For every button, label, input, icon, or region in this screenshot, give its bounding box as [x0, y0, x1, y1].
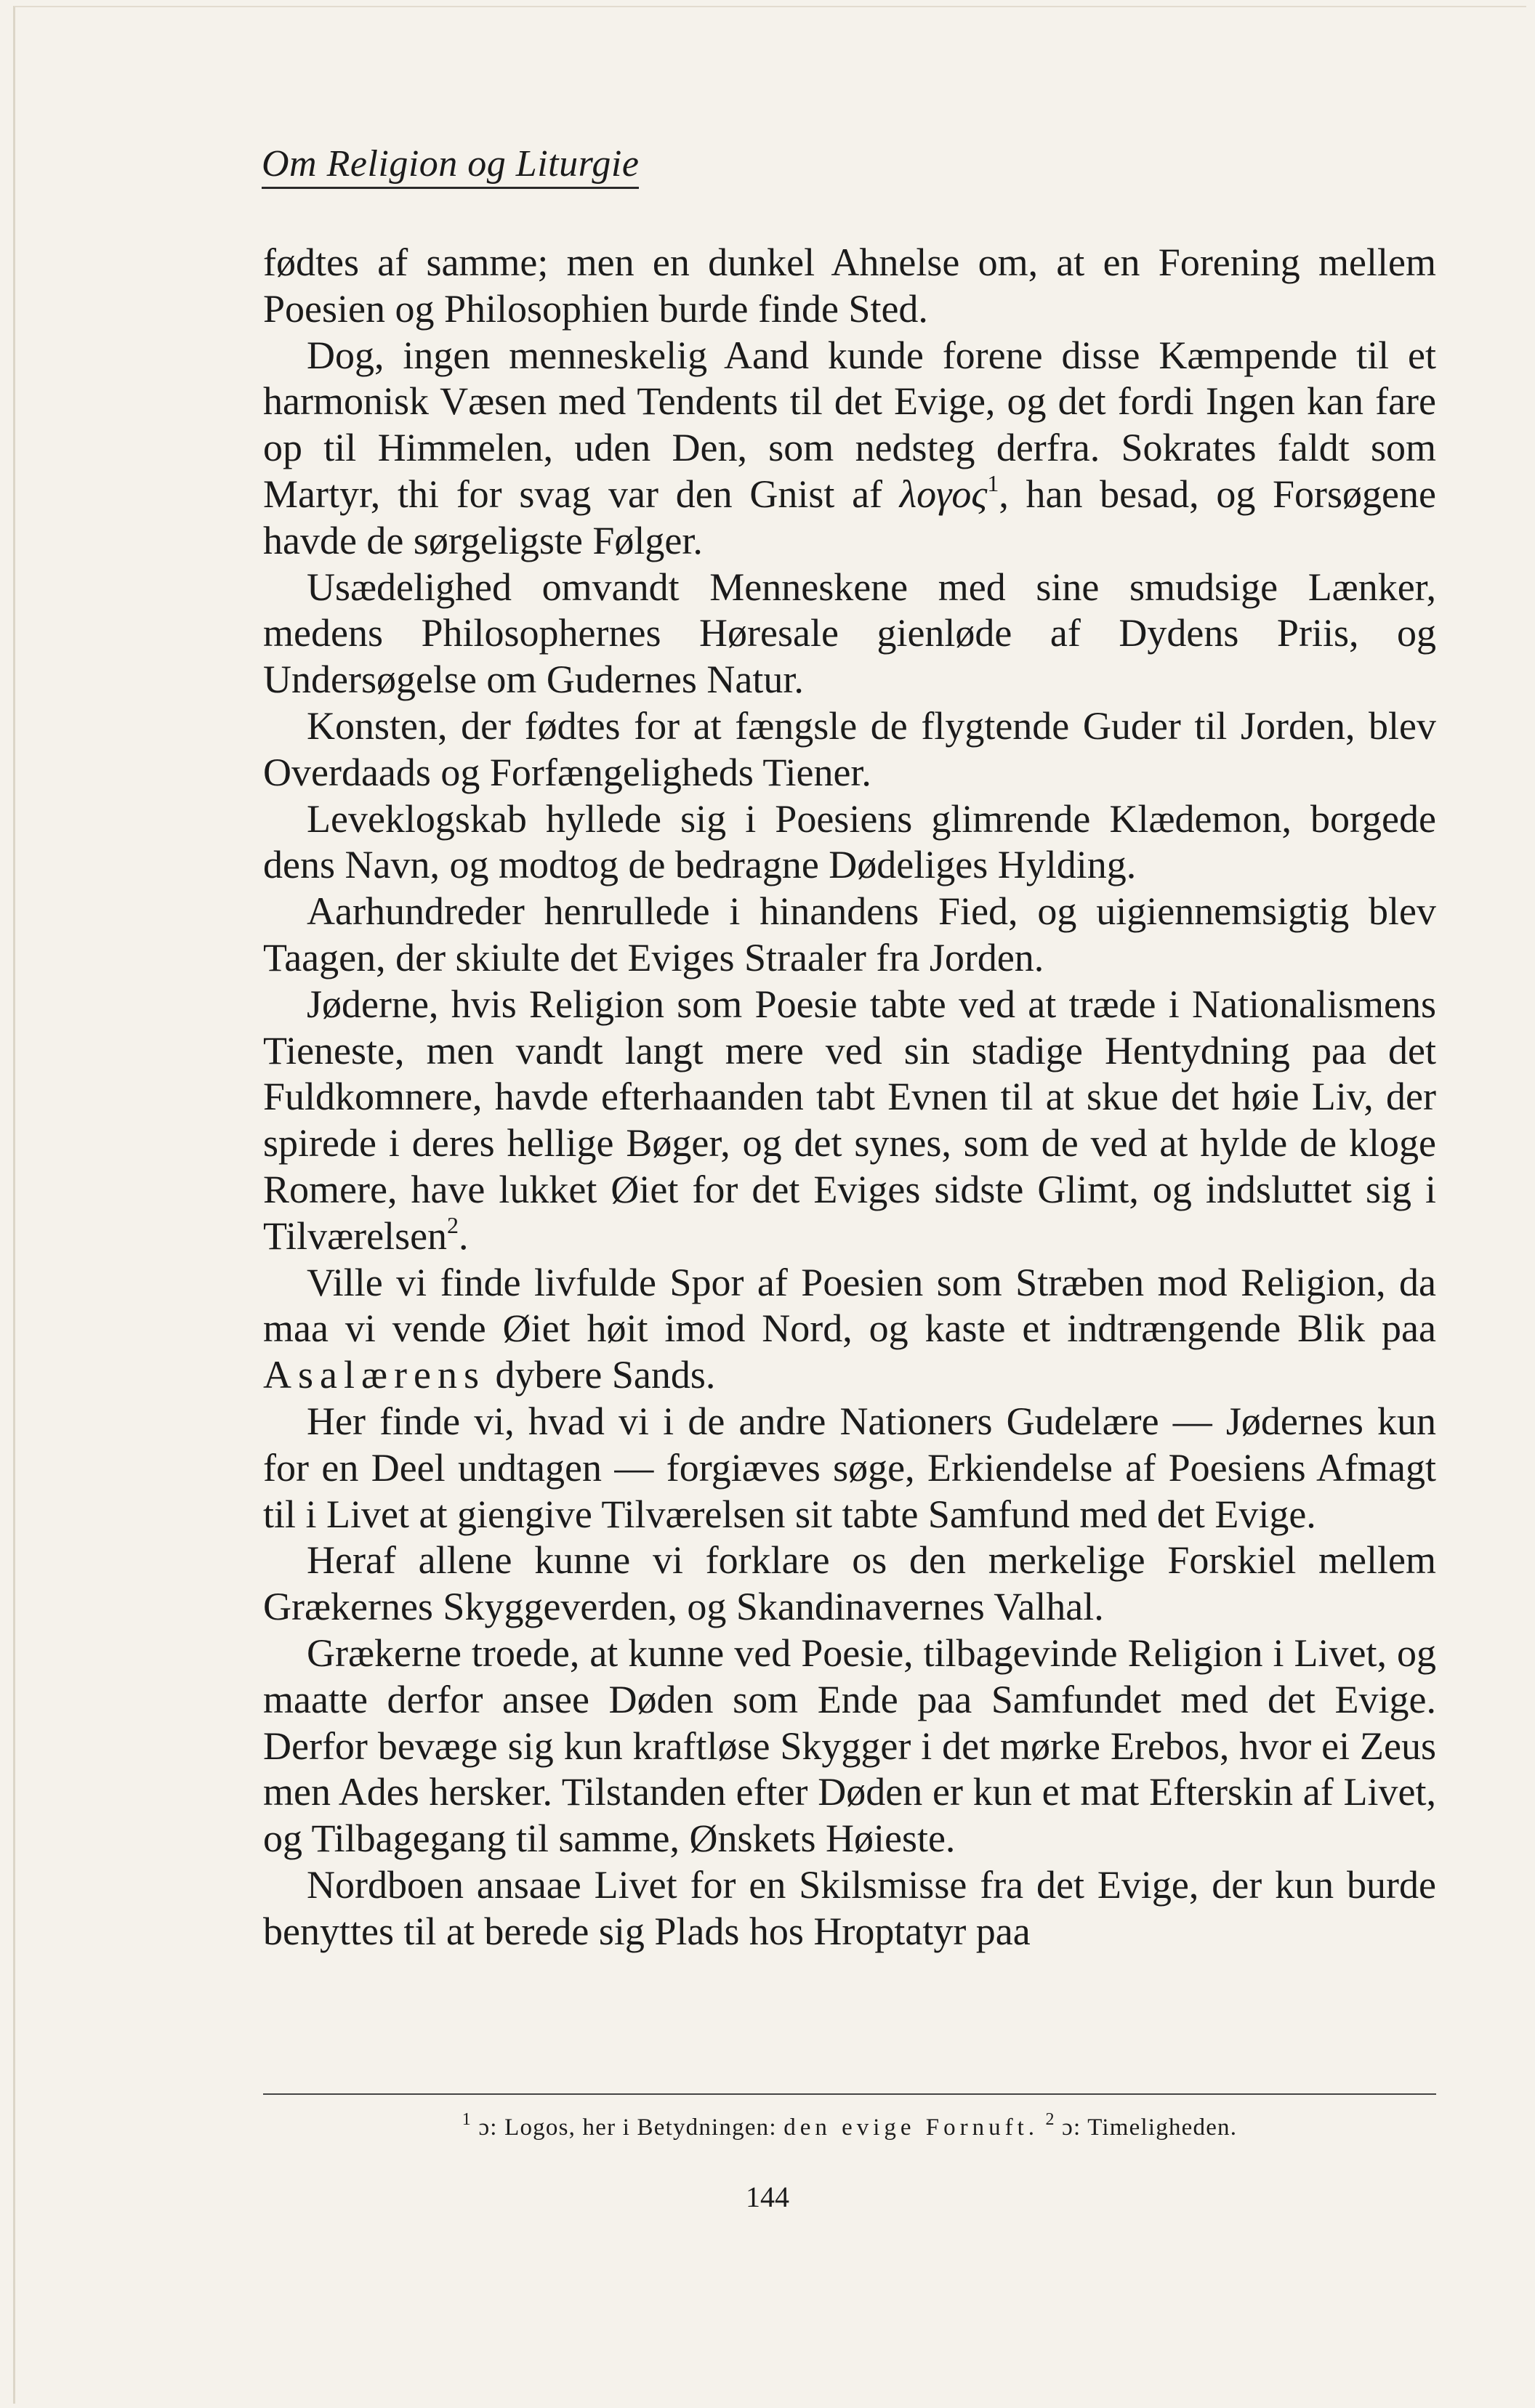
text-run: Aarhundreder henrullede i hinandens Fied, og uigiennemsigtig blev Taagen, der skiulte det Eviges Straaler fra Jorden.	[263, 889, 1436, 979]
text-run: Konsten, der fødtes for at fængsle de flygtende Guder til Jorden, blev Overdaads og Forfængeligheds Tiener.	[263, 703, 1436, 794]
text-run: Her finde vi, hvad vi i de andre Nationers Gudelære — Jødernes kun for en Deel undtagen — forgiæves søge, Erkiendelse af Poesiens Afmagt til i Livet at giengive Tilværelsen sit tabte Samfund med det Evige.	[263, 1399, 1436, 1536]
paragraph	[263, 1538, 1436, 1631]
text-run: , han besad, og Forsøgene havde de sørgeligste Følger.	[263, 472, 1436, 562]
paragraph	[263, 240, 1436, 333]
footnotes	[263, 2110, 1436, 2141]
text-run: Heraf allene kunne vi forklare os den merkelige Forskiel mellem Grækernes Skyggeverden, og Skandinavernes Valhal.	[263, 1538, 1436, 1629]
text-run: Leveklogskab hyllede sig i Poesiens glimrende Klædemon, borgede dens Navn, og modtog de bedragne Dødeliges Hylding.	[263, 796, 1436, 887]
text-run: Usædelighed omvandt Menneskene med sine smudsige Lænker, medens Philosophernes Høresale gienløde af Dydens Priis, og Undersøgelse om Gudernes Natur.	[263, 565, 1436, 702]
paragraph	[263, 982, 1436, 1260]
paragraph	[263, 565, 1436, 703]
footnote-marker-1: 1	[462, 2110, 472, 2129]
footnote-reference: 2	[447, 1211, 459, 1238]
text-run: .	[459, 1213, 469, 1258]
paragraph	[263, 1631, 1436, 1862]
footnote-text-1: ɔ: Logos, her i Betydningen:	[478, 2114, 784, 2141]
paragraph	[263, 333, 1436, 565]
footnote-marker-2: 2	[1045, 2110, 1055, 2129]
emphasized-word: Asalærens	[263, 1353, 486, 1397]
text-run: Jøderne, hvis Religion som Poesie tabte ved at træde i Nationalismens Tieneste, men vandt langt mere ved sin stadige Hentydning paa det Fuldkomnere, havde efterhaanden tabt Evnen til at skue det høie Liv, der spirede i deres hellige Bøger, og det synes, som de ved at hylde de kloge Romere, have lukket Øiet for det Eviges sidste Glimt, og indsluttet sig i Tilværelsen	[263, 982, 1436, 1258]
page-number: 144	[746, 2181, 789, 2213]
text-run: Ville vi finde livfulde Spor af Poesien som Stræben mod Religion, da maa vi vende Øiet høit imod Nord, og kaste et indtrængende Blik paa	[263, 1260, 1436, 1351]
greek-word: λογος	[899, 472, 988, 516]
text-run: dybere Sands.	[485, 1353, 716, 1397]
paragraph	[263, 1862, 1436, 1955]
footnote-rule	[263, 2093, 1436, 2095]
text-run: Nordboen ansaae Livet for en Skilsmisse fra det Evige, der kun burde benyttes til at berede sig Plads hos Hroptatyr paa	[263, 1862, 1436, 1953]
text-run: Grækerne troede, at kunne ved Poesie, tilbagevinde Religion i Livet, og maatte derfor ansee Døden som Ende paa Samfundet med det Evige. Derfor bevæge sig kun kraftløse Skygger i det mørke Erebos, hvor ei Zeus men Ades hersker. Tilstanden efter Døden er kun et mat Efterskin af Livet, og Tilbagegang til samme, Ønskets Høieste.	[263, 1631, 1436, 1861]
paragraph	[263, 1399, 1436, 1538]
paragraph	[263, 796, 1436, 889]
text-run: Dog, ingen menneskelig Aand kunde forene disse Kæmpende til et harmonisk Væsen med Tendents til det Evige, og det fordi Ingen kan fare op til Himmelen, uden Den, som nedsteg derfra. Sokrates faldt som Martyr, thi for svag var den Gnist af	[263, 333, 1436, 516]
running-head: Om Religion og Liturgie	[262, 142, 639, 189]
paragraph	[263, 889, 1436, 982]
footnote-text-1-spaced: den evige Fornuft.	[783, 2114, 1039, 2141]
footnote-reference: 1	[987, 469, 999, 496]
footnote-text-2: ɔ: Timeligheden.	[1062, 2114, 1238, 2141]
text-run: fødtes af samme; men en dunkel Ahnelse om, at en Forening mellem Poesien og Philosophien burde finde Sted.	[263, 241, 1436, 331]
paragraph	[263, 703, 1436, 796]
body-text	[263, 240, 1436, 1955]
paragraph	[263, 1260, 1436, 1399]
